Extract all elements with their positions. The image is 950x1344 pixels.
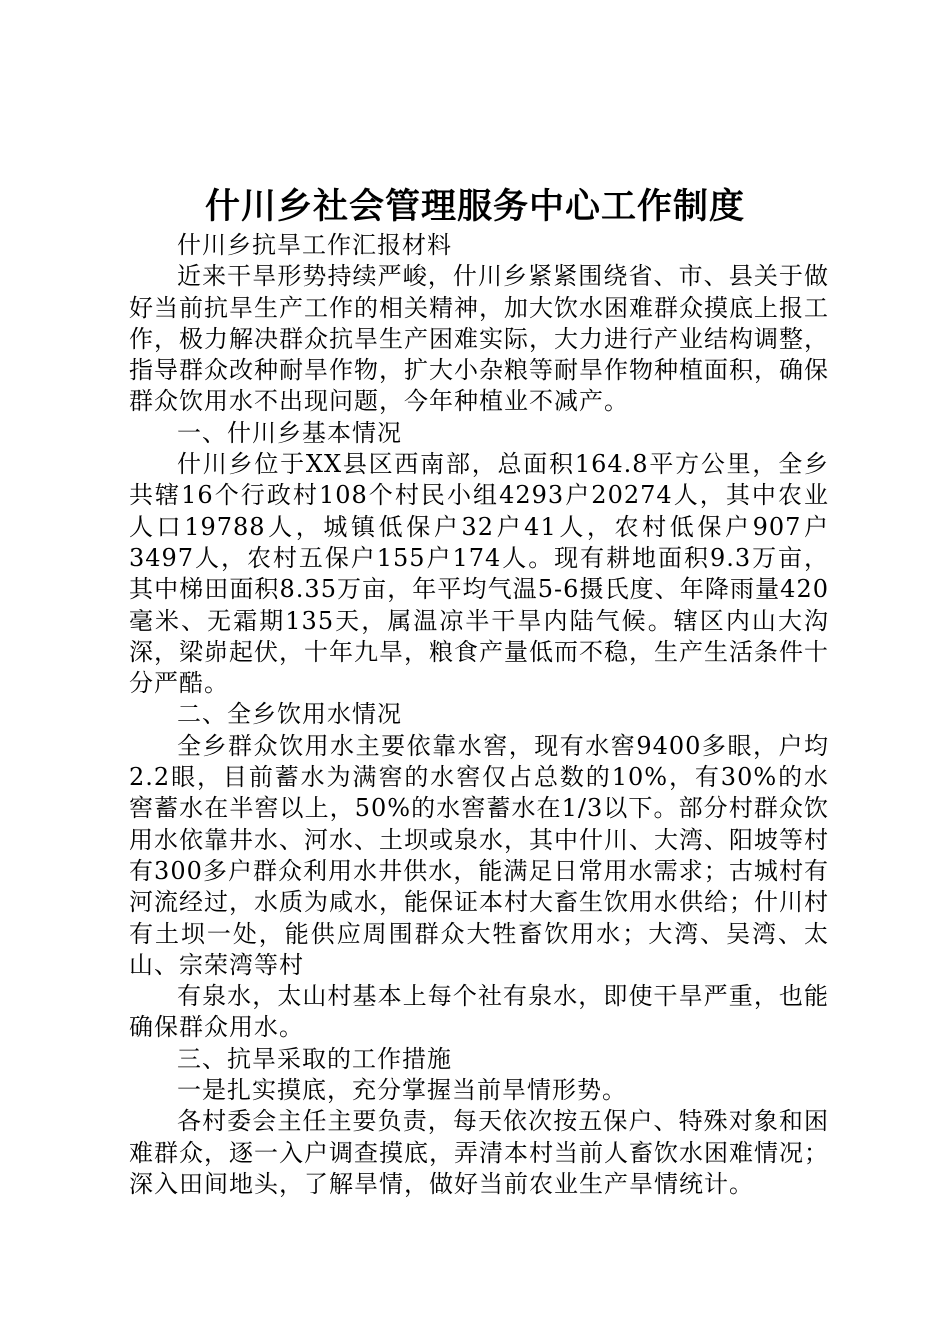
paragraph-basic-info: 什川乡位于XX县区西南部，总面积164.8平方公里，全乡共辖16个行政村108个村民小组4293户20274人，其中农业人口19788人，城镇低保户32户41人，农村低保户907户3497人，农村五保户155户174人。现有耕地面积9.3万亩，其中梯田面积8.35万亩，年平均气温5-6摄氏度、年降雨量420毫米、无霜期135天，属温凉半干旱内陆气候。辖区内山大沟深，梁峁起伏，十年九旱，粮食产量低而不稳，生产生活条件十分严酷。 xyxy=(129,450,829,698)
paragraph-subtitle: 什川乡抗旱工作汇报材料 xyxy=(177,231,452,259)
paragraph-measure-1: 各村委会主任主要负责，每天依次按五保户、特殊对象和困难群众，逐一入户调查摸底，弄清本村当前人畜饮水困难情况；深入田间地头，了解旱情，做好当前农业生产旱情统计。 xyxy=(129,1107,829,1198)
paragraph-spring-water: 有泉水，太山村基本上每个社有泉水，即使干旱严重，也能确保群众用水。 xyxy=(129,982,829,1042)
paragraph-water-situation: 全乡群众饮用水主要依靠水窖，现有水窖9400多眼，户均2.2眼，目前蓄水为满窖的水窖仅占总数的10%，有30%的水窖蓄水在半窖以上，50%的水窖蓄水在1/3以下。部分村群众饮用水依靠井水、河水、土坝或泉水，其中什川、大湾、阳坡等村有300多户群众利用水井供水，能满足日常用水需求；古城村有河流经过，水质为咸水，能保证本村大畜生饮用水供给；什川村有土坝一处，能供应周围群众大牲畜饮用水；大湾、吴湾、太山、宗荣湾等村 xyxy=(129,731,829,979)
document-title: 什川乡社会管理服务中心工作制度 xyxy=(204,186,745,227)
measure-heading-1: 一是扎实摸底，充分掌握当前旱情形势。 xyxy=(177,1076,627,1105)
section-heading-2: 二、全乡饮用水情况 xyxy=(177,700,402,729)
section-heading-1: 一、什川乡基本情况 xyxy=(177,418,402,447)
section-heading-3: 三、抗旱采取的工作措施 xyxy=(177,1044,452,1073)
document-body xyxy=(129,230,829,1200)
paragraph-intro: 近来干旱形势持续严峻，什川乡紧紧围绕省、市、县关于做好当前抗旱生产工作的相关精神，加大饮水困难群众摸底上报工作，极力解决群众抗旱生产困难实际，大力进行产业结构调整，指导群众改种耐旱作物，扩大小杂粮等耐旱作物种植面积，确保群众饮用水不出现问题，今年种植业不减产。 xyxy=(129,262,829,416)
